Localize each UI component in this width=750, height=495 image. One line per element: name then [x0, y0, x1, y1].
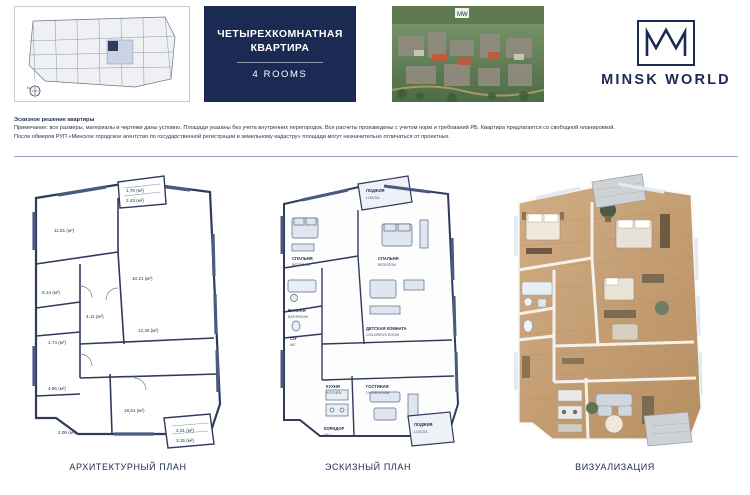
room-label-en: HALL [324, 433, 333, 437]
room-label-en: BEDROOM [378, 263, 397, 267]
building-key-plan [14, 6, 190, 102]
caption-sketch-plan: ЭСКИЗНЫЙ ПЛАН [324, 462, 412, 472]
area-label: 18,61 (м²) [124, 408, 145, 413]
area-label: 2,43 (м²) [126, 198, 144, 203]
sheet-header [0, 0, 750, 112]
compass-label: N [27, 85, 30, 90]
title-line-3: 4 ROOMS [252, 68, 308, 80]
room-label-en: KITCHEN [326, 391, 342, 395]
room-label-ru: КОРИДОР [324, 426, 345, 431]
title-line-2: КВАРТИРА [250, 41, 310, 54]
area-label: 11,81 (м²) [54, 228, 75, 233]
title-line-1: ЧЕТЫРЕХКОМНАТНАЯ [217, 28, 343, 41]
room-label-en: LIVING ROOM [366, 391, 390, 395]
caption-architectural-plan: АРХИТЕКТУРНЫЙ ПЛАН [69, 462, 187, 472]
area-label: 4,11 (м²) [86, 314, 104, 319]
area-label: 1,70 (м²) [126, 188, 144, 193]
room-label-ru: СПАЛЬНЯ [292, 256, 313, 261]
note-line-2: Примечание: все размеры, материалы и чертежи даны условно. Площади указаны без учета внутренних перегородок. Все расчеты произведены с учетом норм и требований РБ. Квартира предлагается со свободной планировкой. [14, 125, 615, 132]
area-label: 3,15 (м²) [176, 438, 194, 443]
room-label-en: CHILDREN'S ROOM [366, 333, 399, 337]
area-label: 1,74 (м²) [48, 340, 66, 345]
room-label-ru: ВАННАЯ [288, 308, 306, 313]
note-line-1: Эскизное решение квартиры [14, 117, 95, 123]
room-label-ru: ГОСТИНАЯ [366, 384, 389, 389]
room-label-ru: ЛОДЖИЯ [366, 188, 385, 193]
room-label-ru: СПАЛЬНЯ [378, 256, 399, 261]
mw-monogram-icon [637, 20, 695, 66]
caption-visualization: ВИЗУАЛИЗАЦИЯ [575, 462, 655, 472]
header-divider [14, 156, 738, 157]
aerial-photo [392, 6, 544, 102]
room-label-ru: С/У [290, 336, 297, 341]
room-label-en: WC [290, 343, 296, 347]
sketch-plan [262, 168, 474, 458]
apartment-type-title [204, 6, 356, 102]
area-label: 4,86 (м²) [48, 386, 66, 391]
room-label-en: BATHROOM [288, 315, 308, 319]
svg-text:МW: МW [457, 12, 468, 18]
area-label: 6,14 (м²) [42, 290, 60, 295]
room-label-en: LOGGIA [414, 430, 428, 434]
architectural-plan [14, 168, 242, 458]
area-label: 12,36 (м²) [138, 328, 159, 333]
note-line-3: После обмеров РУП «Минское городское агентство по государственной регистрации и земельному кадастру» площади могут незначительно отличаться от проектных. [14, 133, 451, 140]
title-divider [237, 62, 323, 63]
area-label: 10,21 (м²) [132, 276, 153, 281]
room-label-ru: ЛОДЖИЯ [414, 422, 433, 427]
area-label: 2,08 (м²) [58, 430, 76, 435]
brand-logo [592, 10, 740, 98]
room-label-ru: ДЕТСКАЯ КОМНАТА [366, 326, 407, 331]
room-label-ru: КУХНЯ [326, 384, 340, 389]
legal-notes [14, 116, 738, 141]
area-label: 2,21 (м²) [176, 428, 194, 433]
room-label-en: LOGGIA [366, 196, 380, 200]
visualization-3d [492, 168, 738, 458]
brand-name: MINSK WORLD [601, 72, 731, 88]
room-label-en: BEDROOM [292, 263, 311, 267]
